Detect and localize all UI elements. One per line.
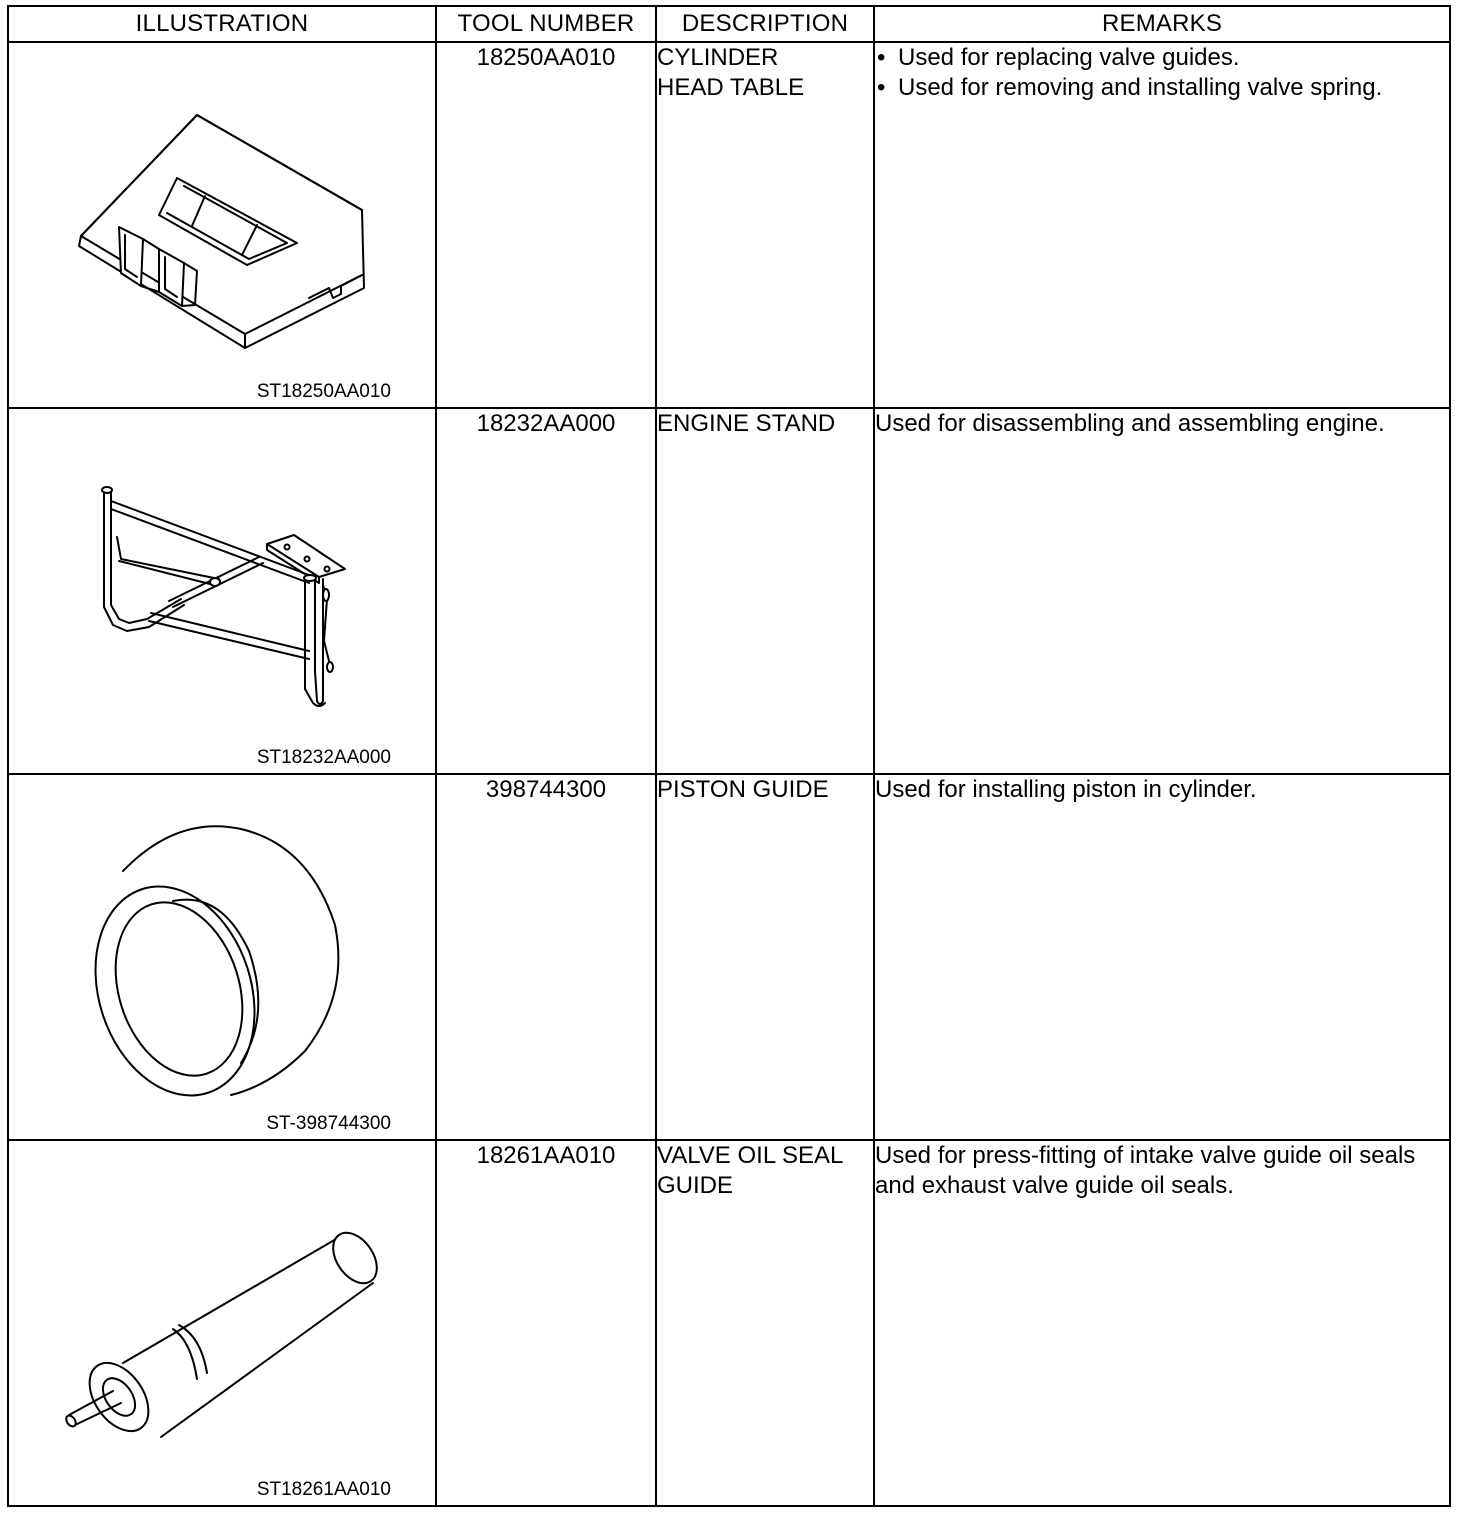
illustration-cell — [8, 1140, 436, 1506]
header-tool-number: TOOL NUMBER — [436, 6, 656, 42]
header-remarks: REMARKS — [874, 6, 1450, 42]
special-tools-table — [7, 5, 1451, 1507]
header-description: DESCRIPTION — [656, 6, 874, 42]
header-illustration: ILLUSTRATION — [8, 6, 436, 42]
tool-number-cell: 18261AA010 — [436, 1140, 656, 1506]
description-line: HEAD TABLE — [657, 74, 805, 101]
tool-number-cell: 18250AA010 — [436, 42, 656, 408]
description-line: GUIDE — [657, 1172, 734, 1199]
remarks-cell — [874, 408, 1450, 774]
table-row — [8, 774, 1450, 1140]
description-cell — [656, 774, 874, 1140]
table-header-row — [8, 6, 1450, 42]
remark-item: • Used for removing and installing valve spring. — [875, 73, 1449, 103]
piston-guide-icon — [9, 775, 437, 1139]
remarks-cell — [874, 774, 1450, 1140]
tool-number-cell: 18232AA000 — [436, 408, 656, 774]
remark-item: • Used for replacing valve guides. — [875, 43, 1449, 73]
illustration-cell — [8, 774, 436, 1140]
description-cell — [656, 42, 874, 408]
illustration-code: ST18232AA000 — [256, 747, 391, 768]
remark-item: Used for installing piston in cylinder. — [875, 776, 1257, 803]
remarks-list — [875, 43, 1449, 103]
remarks-cell — [874, 1140, 1450, 1506]
description-cell — [656, 408, 874, 774]
table-row — [8, 42, 1450, 408]
engine-stand-icon — [9, 409, 437, 773]
illustration-code: ST18250AA010 — [256, 381, 391, 402]
cylinder-head-table-icon — [9, 43, 437, 407]
tool-number-cell: 398744300 — [436, 774, 656, 1140]
illustration-code: ST18261AA010 — [256, 1479, 391, 1500]
remark-item: Used for disassembling and assembling engine. — [875, 410, 1385, 437]
table-row — [8, 408, 1450, 774]
description-line: ENGINE STAND — [657, 410, 836, 437]
description-line: VALVE OIL SEAL — [657, 1142, 844, 1169]
remark-item: Used for press-fitting of intake valve guide oil seals and exhaust valve guide oil seals. — [875, 1142, 1416, 1199]
illustration-cell — [8, 42, 436, 408]
description-line: PISTON GUIDE — [657, 776, 829, 803]
remarks-cell — [874, 42, 1450, 408]
description-line: CYLINDER — [657, 44, 779, 71]
valve-oil-seal-guide-icon — [9, 1141, 437, 1505]
illustration-cell — [8, 408, 436, 774]
description-cell — [656, 1140, 874, 1506]
table-row — [8, 1140, 1450, 1506]
illustration-code: ST-398744300 — [266, 1113, 391, 1134]
